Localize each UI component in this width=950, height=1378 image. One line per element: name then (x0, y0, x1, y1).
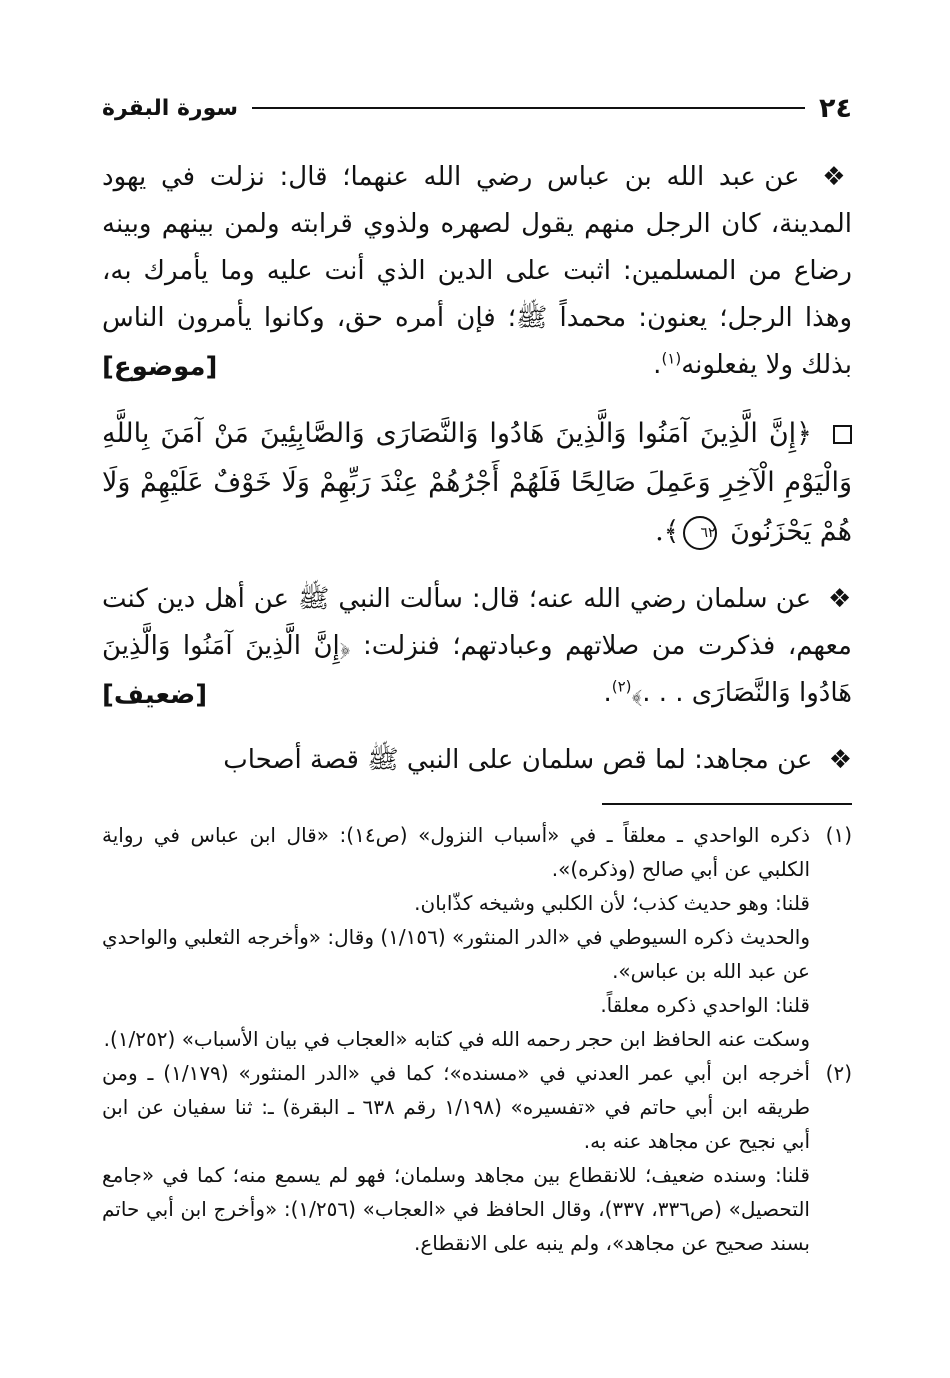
verse-closing: ﴾. (655, 516, 680, 547)
footnote-ref[interactable]: (١) (661, 349, 682, 368)
footnote-2 (102, 1056, 852, 1260)
footnote-1 (102, 818, 852, 1056)
sentence-end: . (603, 678, 612, 708)
surah-title: سورة البقرة (102, 95, 239, 121)
footnote-number: (١) (825, 823, 852, 847)
page-number: ٢٤ (819, 92, 852, 124)
verse-text: ﴿إِنَّ الَّذِينَ آمَنُوا وَالَّذِينَ هَادُوا وَالنَّصَارَى وَالصَّابِئِينَ مَنْ آمَنَ بِاللَّهِ وَالْيَوْمِ الْآخِرِ وَعَمِلَ صَالِحًا فَلَهُمْ أَجْرُهُمْ عِنْدَ رَبِّهِمْ وَلَا خَوْفٌ عَلَيْهِمْ وَلَا هُمْ يَحْزَنُونَ (102, 418, 852, 547)
sentence-end: . (653, 350, 662, 380)
footnote-number: (٢) (825, 1061, 852, 1085)
footnote-line: أخرجه ابن أبي عمر العدني في «مسنده»؛ كما في «الدر المنثور» (١/١٧٩) ـ ومن طريقه ابن أبي حاتم في «تفسيره» (١/١٩٨ رقم ٦٣٨ ـ البقرة) ـ: ثنا سفيان عن ابن أبي نجيح عن مجاهد عنه به. (102, 1061, 810, 1153)
grade-label: [ضعيف] (102, 680, 208, 710)
paragraph-text: عن عبد الله بن عباس رضي الله عنهما؛ قال: نزلت في يهود المدينة، كان الرجل منهم يقول لصهره ولذوي قرابته ولمن بينهم وبينه رضاع من المسلمين: اثبت على الدين الذي أنت عليه وما يأمرك به، وهذا الرجل؛ يعنون: محمداً ﷺ؛ فإن أمره حق، وكانوا يأمرون الناس بذلك ولا يفعلونه (102, 162, 852, 380)
paragraph-text: عن سلمان رضي الله عنه؛ قال: سألت النبي ﷺ عن أهل دين كنت معهم، فذكرت من صلاتهم وعبادتهم؛ فنزلت: ﴿إِنَّ الَّذِينَ آمَنُوا وَالَّذِينَ هَادُوا وَالنَّصَارَى . . .﴾ (102, 584, 852, 708)
bullet-icon: ❖ (828, 745, 852, 775)
footnote-ref[interactable]: (٢) (611, 677, 632, 696)
paragraph-text: عن مجاهد: لما قص سلمان على النبي ﷺ قصة أصحاب (223, 745, 813, 775)
footnote-body (102, 1056, 810, 1260)
footnote-line: قلنا: وسنده ضعيف؛ للانقطاع بين مجاهد وسلمان؛ فهو لم يسمع منه؛ كما في «جامع التحصيل» (ص٣٣٦، ٣٣٧)، وقال الحافظ في «العجاب» (١/٢٥٦): «وأخرج ابن أبي حاتم بسند صحيح عن مجاهد»، ولم ينبه على الانقطاع. (102, 1163, 810, 1255)
bullet-icon: ❖ (828, 584, 852, 614)
footnote-line: وسكت عنه الحافظ ابن حجر رحمه الله في كتابه «العجاب في بيان الأسباب» (١/٢٥٢). (103, 1027, 810, 1051)
footnote-line: ذكره الواحدي ـ معلقاً ـ في «أسباب النزول» (ص١٤): «قال ابن عباس في رواية الكلبي عن أبي صالح (وذكره)». (102, 823, 811, 881)
footnote-line: قلنا: وهو حديث كذب؛ لأن الكلبي وشيخه كذّابان. (414, 891, 810, 915)
footnote-body (102, 818, 810, 1056)
header-rule (252, 107, 805, 109)
ayah-number-icon: ٦٢ (683, 516, 717, 550)
bullet-icon: ❖ (822, 162, 853, 192)
hadith-paragraph-3 (102, 737, 852, 784)
running-header (102, 88, 852, 128)
hadith-paragraph-1 (102, 154, 852, 389)
main-text (102, 154, 852, 784)
square-box-icon (833, 425, 852, 444)
footnote-separator (602, 803, 852, 805)
footnote-line: والحديث ذكره السيوطي في «الدر المنثور» (١/١٥٦) وقال: «وأخرجه الثعلبي والواحدي عن عبد الله بن عباس». (102, 925, 810, 983)
quran-verse (102, 409, 852, 556)
hadith-paragraph-2 (102, 576, 852, 717)
footnote-line: قلنا: الواحدي ذكره معلقاً. (600, 993, 810, 1017)
footnotes (102, 818, 852, 1260)
grade-label: [موضوع] (102, 352, 218, 382)
